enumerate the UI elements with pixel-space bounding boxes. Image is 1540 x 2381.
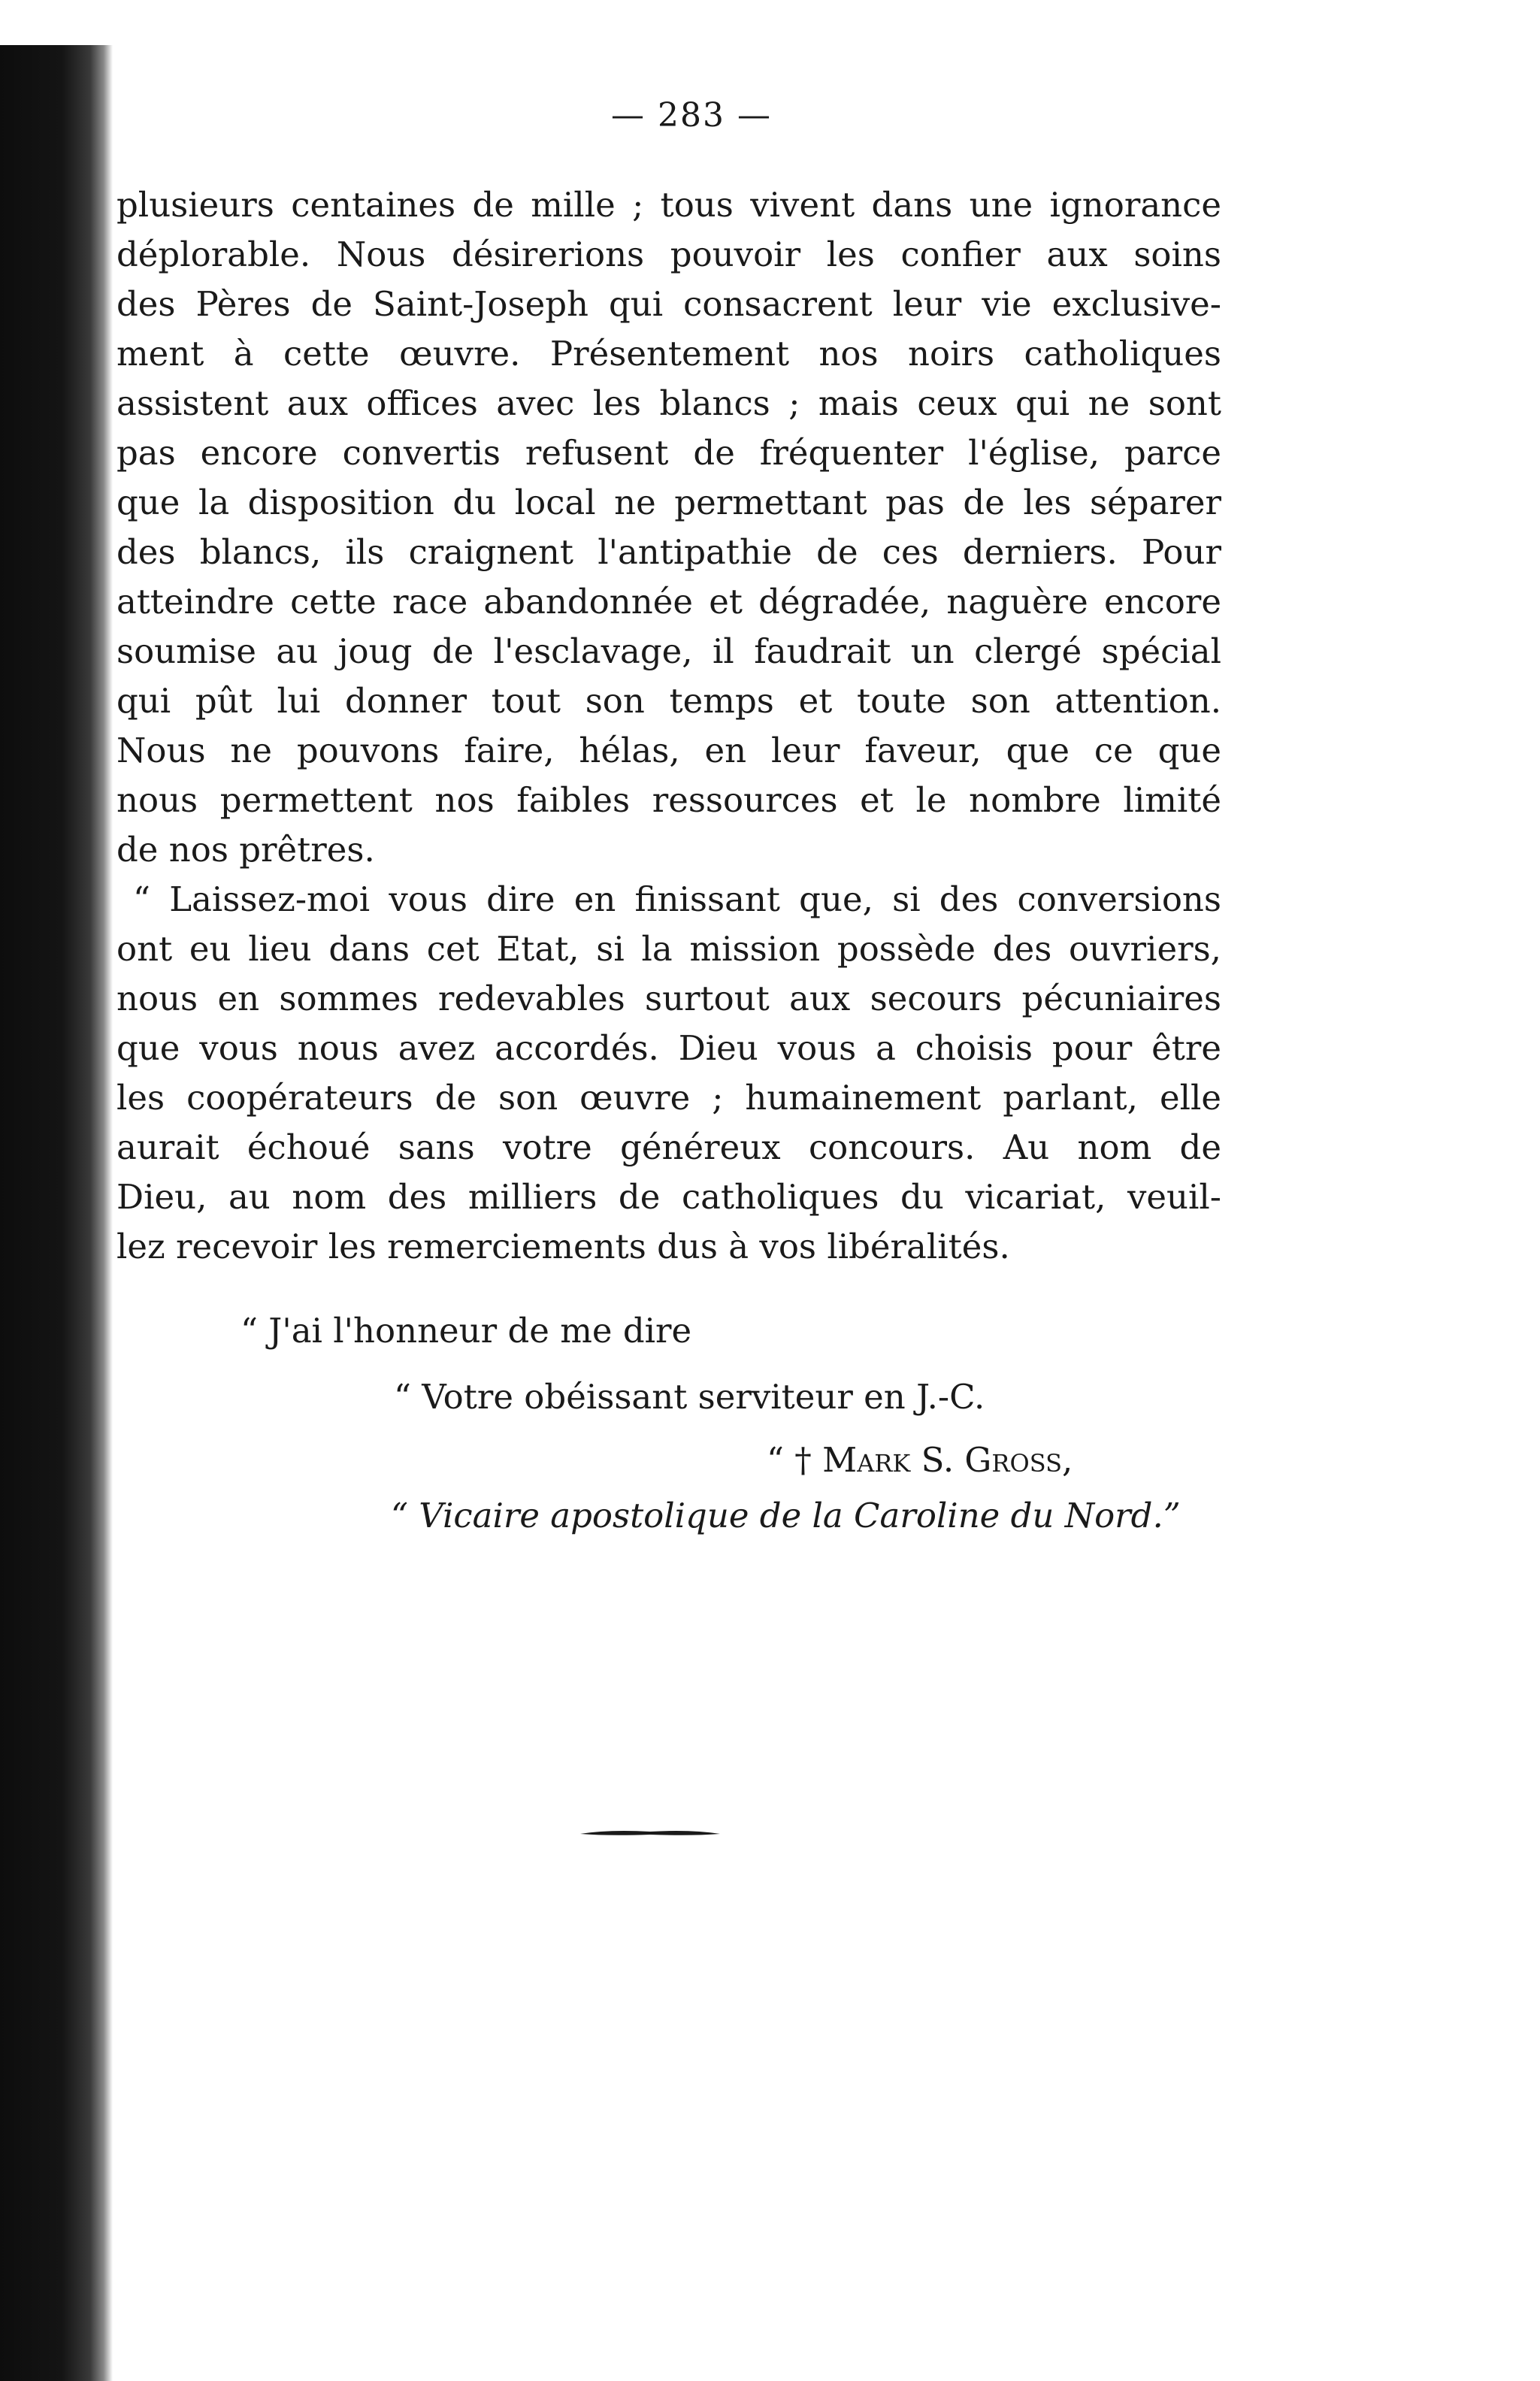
signature-title: “ Vicaire apostolique de la Caroline du Nord.”: [391, 1496, 1181, 1535]
text-line: “ Laissez-moi vous dire en finissant que, si des conversions: [133, 879, 1221, 919]
text-line: ont eu lieu dans cet Etat, si la mission possède des ouvriers,: [116, 929, 1221, 969]
body-text: [116, 180, 1221, 1272]
text-line: les coopérateurs de son œuvre ; humainement parlant, elle: [116, 1078, 1221, 1118]
text-line: que vous nous avez accordés. Dieu vous a choisis pour être: [116, 1028, 1221, 1068]
closing-serviteur: “ Votre obéissant serviteur en J.-C.: [394, 1377, 985, 1417]
text-line: atteindre cette race abandonnée et dégradée, naguère encore: [116, 582, 1221, 622]
text-line: des blancs, ils craignent l'antipathie de ces derniers. Pour: [116, 532, 1221, 572]
closing-honneur: “ J'ai l'honneur de me dire: [241, 1311, 692, 1351]
text-line: pas encore convertis refusent de fréquenter l'église, parce: [116, 433, 1221, 473]
text-line: que la disposition du local ne permettant pas de les séparer: [116, 483, 1221, 522]
text-line: aurait échoué sans votre généreux concours. Au nom de: [116, 1127, 1221, 1167]
text-line: nous en sommes redevables surtout aux secours pécuniaires: [116, 979, 1221, 1018]
text-line: lez recevoir les remerciements dus à vos libéralités.: [116, 1227, 1010, 1266]
page-number: — 283 —: [611, 96, 772, 135]
ornament-rule: [579, 1828, 722, 1837]
text-line: de nos prêtres.: [116, 830, 375, 870]
text-line: nous permettent nos faibles ressources et le nombre limité: [116, 780, 1221, 820]
text-line: assistent aux offices avec les blancs ; mais ceux qui ne sont: [116, 383, 1221, 423]
text-line: des Pères de Saint-Joseph qui consacrent leur vie exclusive-: [116, 284, 1221, 324]
text-line: soumise au joug de l'esclavage, il faudrait un clergé spécial: [116, 631, 1221, 671]
signature-name: “ † Mark S. Gross,: [767, 1440, 1073, 1480]
text-line: déplorable. Nous désirerions pouvoir les confier aux soins: [116, 234, 1221, 274]
text-line: plusieurs centaines de mille ; tous vivent dans une ignorance: [116, 185, 1221, 225]
book-binding-edge: [0, 45, 113, 2381]
text-line: Nous ne pouvons faire, hélas, en leur faveur, que ce que: [116, 731, 1221, 770]
text-line: ment à cette œuvre. Présentement nos noirs catholiques: [116, 334, 1221, 374]
text-line: qui pût lui donner tout son temps et toute son attention.: [116, 681, 1221, 721]
text-line: Dieu, au nom des milliers de catholiques du vicariat, veuil-: [116, 1177, 1221, 1217]
